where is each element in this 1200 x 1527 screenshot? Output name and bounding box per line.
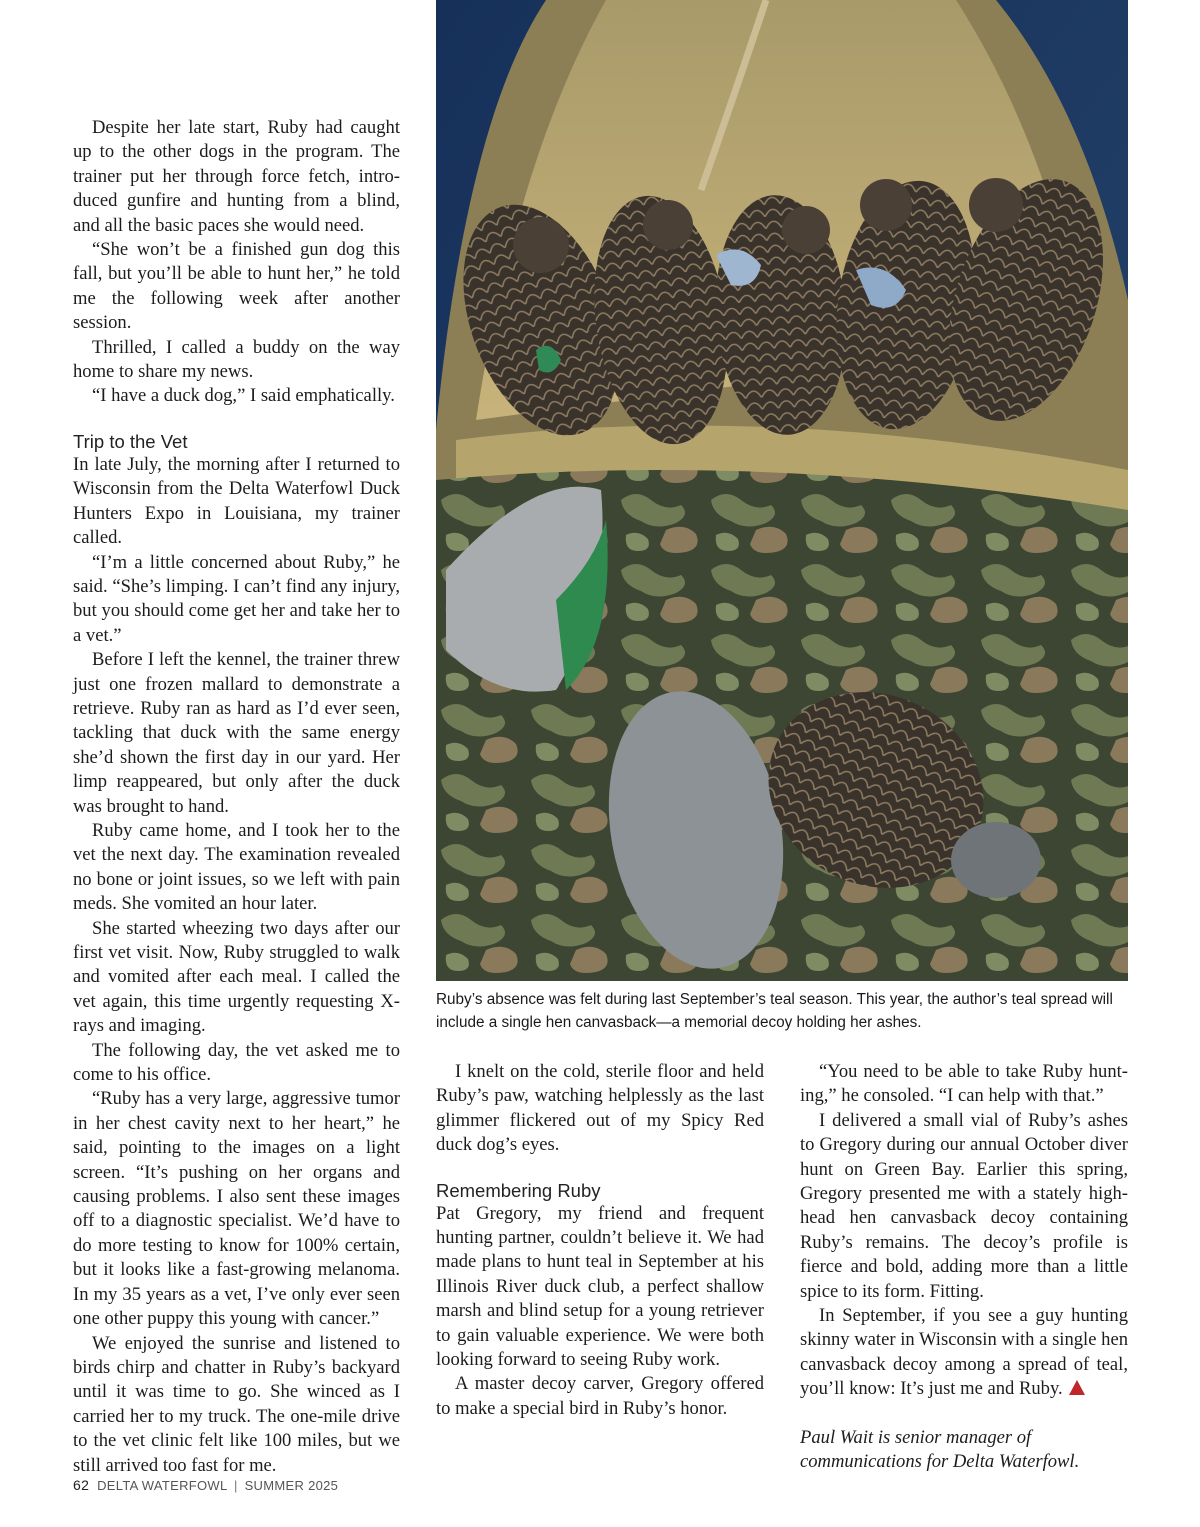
issue-label: SUMMER 2025 [244, 1478, 339, 1493]
body-paragraph: “You need to be able to take Ruby hunting,” he consoled. “I can help with that.” [800, 1061, 1128, 1107]
left-column [73, 116, 400, 1478]
page-number: 62 [73, 1477, 90, 1493]
photo-caption: Ruby’s absence was felt during last September’s teal season. This year, the author’s teal spread will include a single hen canvasback—a memorial decoy holding her ashes. [436, 991, 1113, 1031]
footer-separator: | [233, 1478, 238, 1493]
body-paragraph: Pat Gregory, my friend and frequent hunting partner, couldn’t believe it. We had made plans to hunt teal in September at his Illinois River duck club, a perfect shallow marsh and blind setup for a young retriever to gain valuable experience. We were both looking forward to seeing Ruby work. [436, 1202, 764, 1371]
body-paragraph: Before I left the kennel, the trainer threw just one frozen mallard to demonstrate a retrieve. Ruby ran as hard as I’d ever seen, tackling that duck with the same energy she’d shown the first day in our yard. Her limp reappeared, but only after the duck was brought to hand. [73, 649, 400, 817]
body-paragraph: In late July, the morning after I returned to Wisconsin from the Delta Waterfowl Duck Hunters Expo in Louisiana, my trainer called. [73, 453, 400, 549]
closing-text: In September, if you see a guy hunting skinny water in Wisconsin with a single hen canvasback decoy among a spread of teal, you’ll know: It’s just me and Ruby. [800, 1305, 1128, 1400]
body-paragraph: We enjoyed the sunrise and listened to birds chirp and chatter in Ruby’s backyard until it was time to go. She winced as I carried her to my truck. The one-mile drive to the vet clinic felt like 100 miles, but we still arrived too fast for me. [73, 1332, 400, 1476]
body-paragraph: Despite her late start, Ruby had caught up to the other dogs in the program. The trainer put her through force fetch, introduced gunfire and hunting from a blind, and all the basic paces she would need. [73, 117, 400, 236]
author-byline: Paul Wait is senior manager of communications for Delta Waterfowl. [800, 1426, 1080, 1473]
publication-name: DELTA WATERFOWL [97, 1478, 228, 1493]
body-paragraph: “I’m a little concerned about Ruby,” he said. “She’s limping. I can’t find any injury, but you should come get her and take her to a vet.” [73, 551, 400, 646]
body-paragraph: The following day, the vet asked me to come to his office. [73, 1039, 400, 1086]
right-column [800, 1060, 1128, 1475]
body-paragraph: I knelt on the cold, sterile floor and held Ruby’s paw, watching helplessly as the last glimmer flickered out of my Spicy Red duck dog’s eyes. [436, 1061, 764, 1156]
body-paragraph: “Ruby has a very large, aggressive tumor in her chest cavity next to her heart,” he said, pointing to the images on a light screen. “It’s pushing on her organs and causing problems. I also sent these images off to a diagnostic specialist. We’d have to do more testing to know for 100% certain, but it looks like a fast-growing melanoma. In my 35 years as a vet, I’ve only ever seen one other puppy this young with cancer.” [73, 1088, 400, 1330]
page-footer [73, 1477, 338, 1493]
end-mark-icon [1069, 1380, 1085, 1395]
middle-column [436, 1060, 764, 1421]
body-paragraph [800, 1304, 1128, 1402]
duck-boat-photo [436, 0, 1128, 981]
body-paragraph: “She won’t be a finished gun dog this fall, but you’ll be able to hunt her,” he told me the following week after another session. [73, 239, 400, 334]
subhead-remembering-ruby: Remembering Ruby [436, 1179, 601, 1201]
body-paragraph: I delivered a small vial of Ruby’s ashes to Gregory during our annual October diver hunt on Green Bay. Earlier this spring, Gregory presented me with a stately high-head hen canvasback decoy containing Ruby’s remains. The decoy’s profile is fierce and bold, adding more than a little spice to its form. Fitting. [800, 1109, 1128, 1302]
body-paragraph: She started wheezing two days after our first vet visit. Now, Ruby struggled to walk and vomited after each meal. I called the vet again, this time urgently requesting X-rays and imaging. [73, 917, 400, 1037]
body-paragraph: A master decoy carver, Gregory offered to make a special bird in Ruby’s honor. [436, 1373, 764, 1419]
body-paragraph: “I have a duck dog,” I said emphatically. [92, 385, 395, 407]
subhead-trip-to-vet: Trip to the Vet [73, 430, 188, 452]
body-paragraph: Ruby came home, and I took her to the vet the next day. The examination revealed no bone or joint issues, so we left with pain meds. She vomited an hour later. [73, 819, 400, 915]
body-paragraph: Thrilled, I called a buddy on the way home to share my news. [73, 336, 400, 383]
